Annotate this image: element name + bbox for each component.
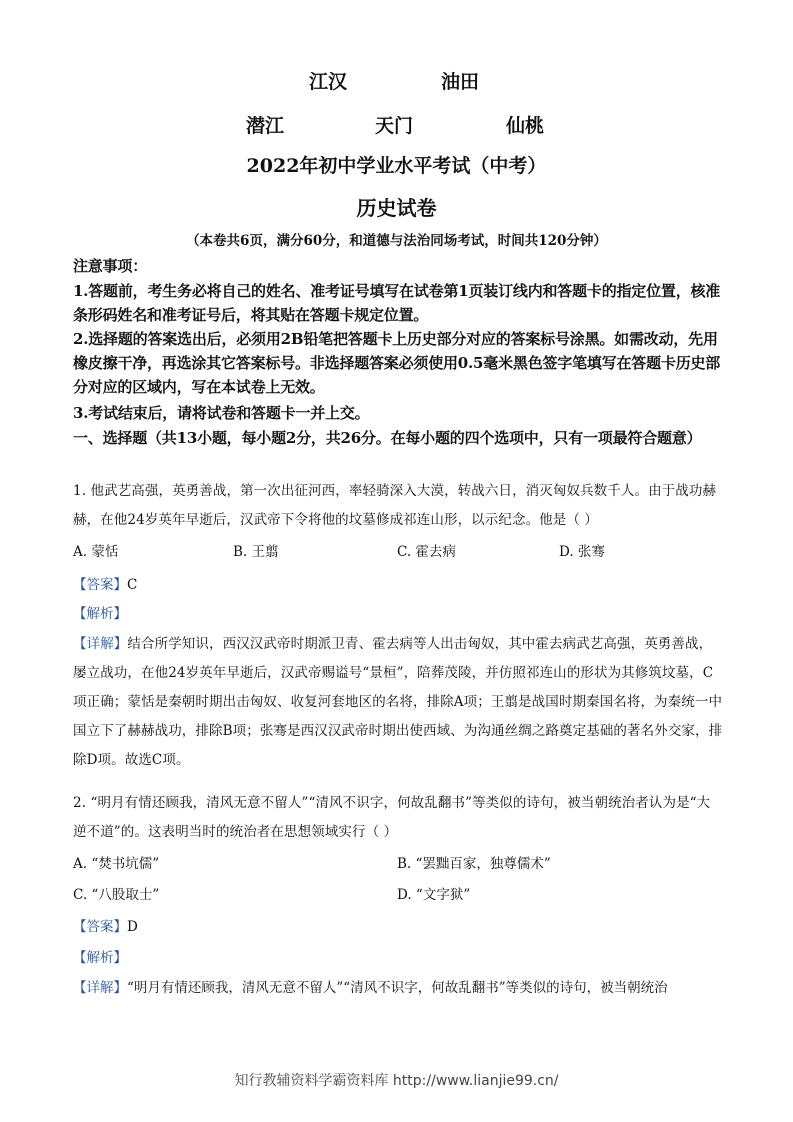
q1-answer-value: C <box>127 577 138 593</box>
q1-analysis-tag: 【解析】 <box>73 606 127 622</box>
q2-option-a: A. “焚书坑儒” <box>73 856 160 872</box>
q2-answer-value: D <box>127 919 138 935</box>
q2-detail-text: “明月有情还顾我，清风无意不留人”“清风不识字，何故乱翻书”等类似的诗句，被当朝统治 <box>127 980 668 996</box>
footer-watermark: 知行教辅资料学霸资料库 http://www.lianjie99.cn/ <box>234 1073 559 1089</box>
q1-detail-tag: 【详解】 <box>73 636 128 652</box>
q2-answer-tag: 【答案】 <box>73 919 127 935</box>
question-2-stem: 2. “明月有情还顾我，清风无意不留人”“清风不识字，何故乱翻书”等类似的诗句，被当朝统治者认为是“大逆不道”的。这表明当时的统治者在思想领域实行（ ） <box>73 795 711 840</box>
q1-option-d: D. 张骞 <box>559 544 605 560</box>
q1-detail <box>73 630 723 775</box>
region-youtian: 油田 <box>441 71 480 93</box>
q2-option-b: B. “罢黜百家，独尊儒术” <box>397 856 551 872</box>
q2-detail <box>73 974 723 1003</box>
q1-option-b: B. 王翦 <box>233 544 279 560</box>
instruction-1: 1.答题前，考生务必将自己的姓名、准考证号填写在试卷第1页装订线内和答题卡的指定位置，核准条形码姓名和准考证号后，将其贴在答题卡规定位置。 <box>73 282 721 324</box>
instruction-2: 2.选择题的答案选出后，必须用2B铅笔把答题卡上历史部分对应的答案标号涂黑。如需改动，先用橡皮擦干净，再选涂其它答案标号。非选择题答案必须使用0.5毫米黑色签字笔填写在答题卡历史部分对应的区域内，写在本试卷上无效。 <box>73 330 721 396</box>
q1-detail-text: 结合所学知识，西汉汉武帝时期派卫青、霍去病等人出击匈奴，其中霍去病武艺高强，英勇善战，屡立战功，在他24岁英年早逝后，汉武帝赐谥号“景桓”，陪葬茂陵，并仿照祁连山的形状为其修筑坟墓，C项正确；蒙恬是秦朝时期出击匈奴、收复河套地区的名将，排除A项；王翦是战国时期秦国名将，为秦统一中国立下了赫赫战功，排除B项；张骞是西汉汉武帝时期出使西域、为沟通丝绸之路奠定基础的著名外交家，排除D项。故选C项。 <box>73 636 723 768</box>
q1-answer-tag: 【答案】 <box>73 577 127 593</box>
q1-option-a: A. 蒙恬 <box>73 544 119 560</box>
q2-option-d: D. “文字狱” <box>397 887 471 903</box>
region-tianmen: 天门 <box>375 115 414 137</box>
q2-analysis-tag: 【解析】 <box>73 950 127 966</box>
subject-title: 历史试卷 <box>356 196 437 220</box>
question-1-stem: 1. 他武艺高强，英勇善战，第一次出征河西，率轻骑深入大漠，转战六日，消灭匈奴兵数千人。由于战功赫赫，在他24岁英年早逝后，汉武帝下令将他的坟墓修成祁连山形，以示纪念。他是（ ） <box>73 483 717 528</box>
section-heading: 一、选择题（共13小题，每小题2分，共26分。在每小题的四个选项中，只有一项最符合题意） <box>73 429 702 447</box>
instruction-3: 3.考试结束后，请将试卷和答题卡一并上交。 <box>73 404 370 422</box>
q2-option-c: C. “八股取士” <box>73 887 160 903</box>
exam-note: （本卷共6页，满分60分，和道德与法治同场考试，时间共120分钟） <box>186 233 607 249</box>
instructions-heading: 注意事项： <box>73 257 148 275</box>
exam-title: 2022年初中学业水平考试（中考） <box>246 155 547 177</box>
q1-option-c: C. 霍去病 <box>397 544 456 560</box>
q2-answer <box>73 917 138 937</box>
q2-detail-tag: 【详解】 <box>73 980 127 996</box>
region-qianjiang: 潜江 <box>246 115 285 137</box>
region-xiantao: 仙桃 <box>506 115 545 137</box>
region-jianghan: 江汉 <box>309 71 348 93</box>
q1-answer <box>73 575 137 595</box>
